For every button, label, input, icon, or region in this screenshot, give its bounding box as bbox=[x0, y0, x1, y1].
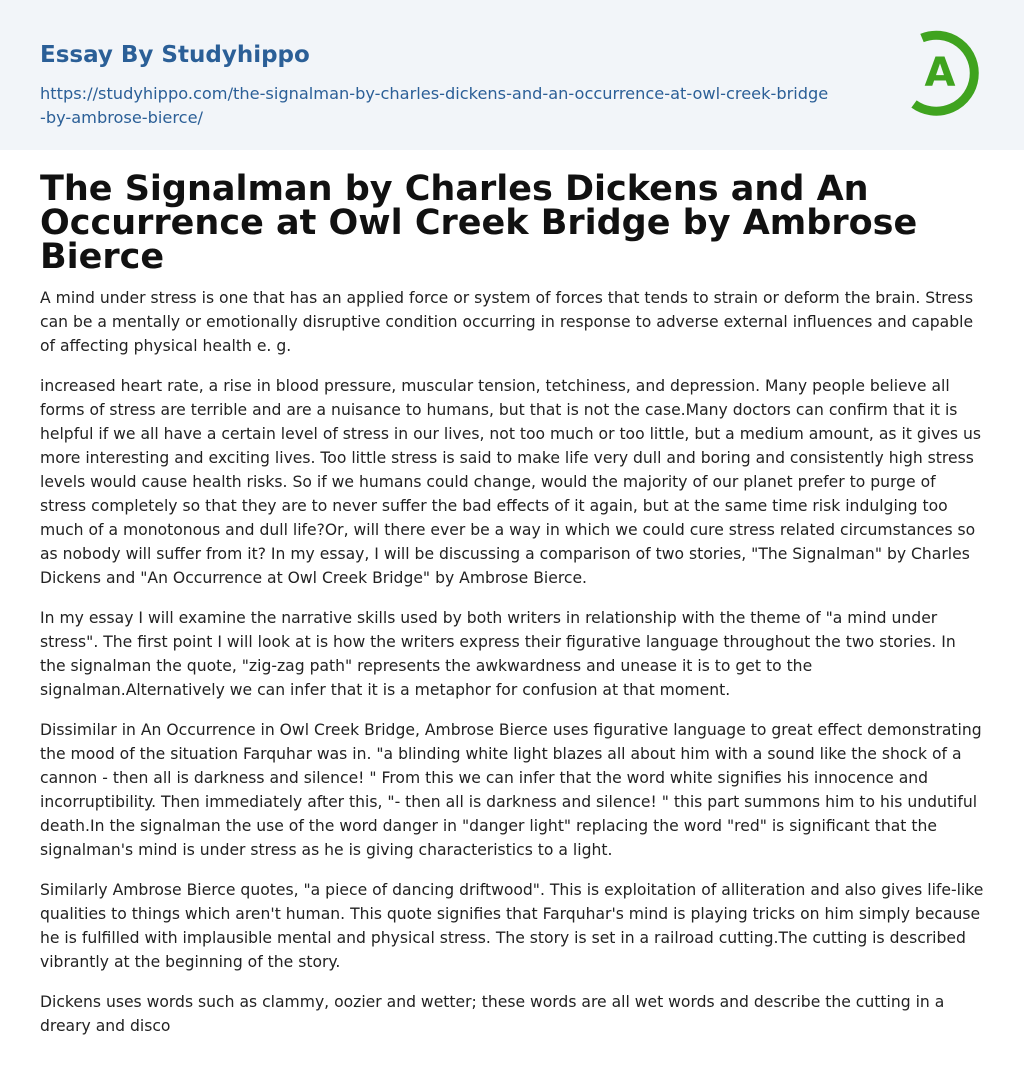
brand-name: Essay By Studyhippo bbox=[40, 42, 310, 68]
studyhippo-logo-icon[interactable] bbox=[896, 26, 988, 118]
essay-paragraph: Similarly Ambrose Bierce quotes, "a piece of dancing driftwood". This is exploitation of alliteration and also gives life-like qualities to things which aren't human. This quote signifies that Farquhar's mind is playing tricks on him simply because he is fulfilled with implausible mental and physical stress. The story is set in a railroad cutting.The cutting is described vibrantly at the beginning of the story. bbox=[40, 881, 984, 971]
essay-paragraph: Dissimilar in An Occurrence in Owl Creek Bridge, Ambrose Bierce uses figurative language to great effect demonstrating the mood of the situation Farquhar was in. "a blinding white light blazes all about him with a sound like the shock of a cannon - then all is darkness and silence! " From this we can infer that the word white signifies his innocence and incorruptibility. Then immediately after this, "- then all is darkness and silence! " this part summons him to his undutiful death.In the signalman the use of the word danger in "danger light" replacing the word "red" is significant that the signalman's mind is under stress as he is giving characteristics to a light. bbox=[40, 721, 982, 859]
logo-letter: A bbox=[924, 50, 956, 96]
essay-paragraph: In my essay I will examine the narrative skills used by both writers in relationship with the theme of "a mind under stress". The first point I will look at is how the writers express their figurative language throughout the two stories. In the signalman the quote, "zig-zag path" represents the awkwardness and unease it is to get to the signalman.Alternatively we can infer that it is a metaphor for confusion at that moment. bbox=[40, 609, 956, 699]
essay-title: The Signalman by Charles Dickens and An Occurrence at Owl Creek Bridge by Ambrose Bierce bbox=[40, 169, 918, 277]
essay-paragraph: A mind under stress is one that has an applied force or system of forces that tends to strain or deform the brain. Stress can be a mentally or emotionally disruptive condition occurring in response to adverse external influences and capable of affecting physical health e. g. bbox=[40, 289, 974, 355]
page-header bbox=[0, 0, 1024, 150]
essay-paragraph: increased heart rate, a rise in blood pressure, muscular tension, tetchiness, and depression. Many people believe all forms of stress are terrible and are a nuisance to humans, but that is not the case.Many doctors can confirm that it is helpful if we all have a certain level of stress in our lives, not too much or too little, but a medium amount, as it gives us more interesting and exciting lives. Too little stress is said to make life very dull and boring and consistently high stress levels would cause health risks. So if we humans could change, would the majority of our planet prefer to purge of stress completely so that they are to never suffer the bad effects of it again, but at the same time risk indulging too much of a monotonous and dull life?Or, will there ever be a way in which we could cure stress related circumstances so as nobody will suffer from it? In my essay, I will be discussing a comparison of two stories, "The Signalman" by Charles Dickens and "An Occurrence at Owl Creek Bridge" by Ambrose Bierce. bbox=[40, 377, 982, 587]
essay-paragraph: Dickens uses words such as clammy, oozier and wetter; these words are all wet words and describe the cutting in a dreary and disco bbox=[40, 993, 945, 1035]
source-url-link[interactable]: https://studyhippo.com/the-signalman-by-charles-dickens-and-an-occurrence-at-owl-creek-bridge-by-ambrose-bierce/ bbox=[40, 84, 829, 127]
essay-body bbox=[0, 169, 1024, 1038]
